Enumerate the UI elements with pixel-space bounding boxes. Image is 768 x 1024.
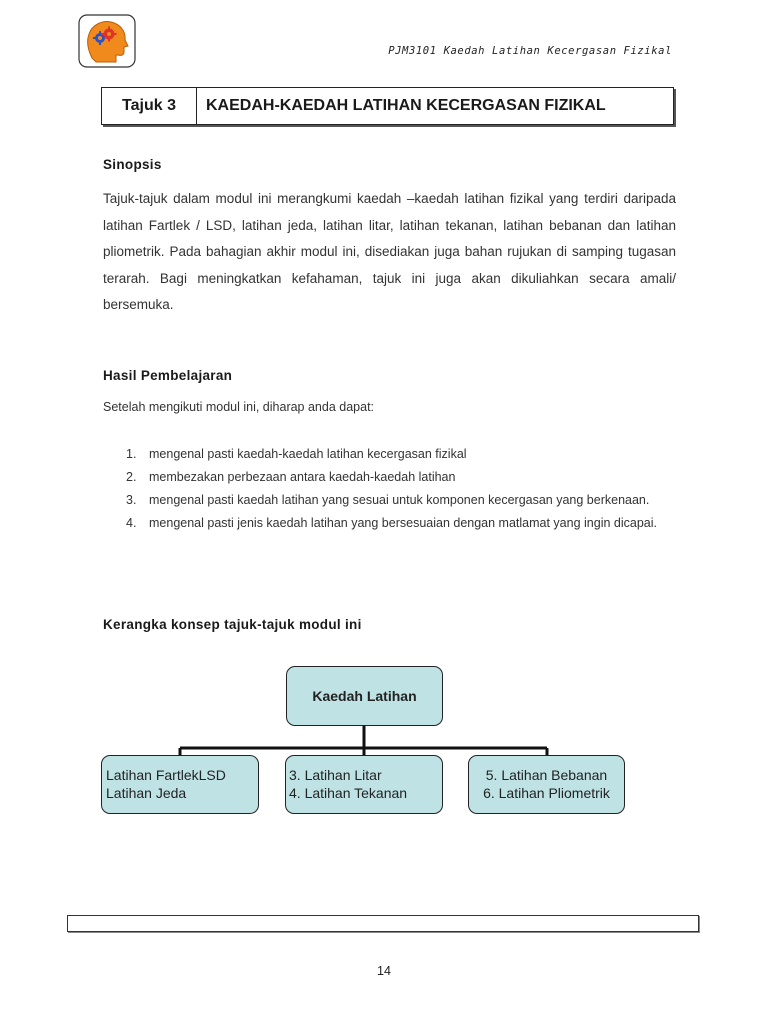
course-header: PJM3101 Kaedah Latihan Kecergasan Fizikal	[388, 45, 672, 57]
node-line: 5. Latihan Bebanan	[485, 767, 608, 783]
node-line: 6. Latihan Pliometrik	[483, 785, 610, 801]
list-item	[126, 489, 666, 512]
logo	[78, 14, 136, 68]
topic-name: KAEDAH-KAEDAH LATIHAN KECERGASAN FIZIKAL	[206, 97, 606, 114]
framework-node-3	[468, 755, 625, 814]
list-item-text: membezakan perbezaan antara kaedah-kaedah latihan	[149, 470, 456, 484]
synopsis-body: Tajuk-tajuk dalam modul ini merangkumi kaedah –kaedah latihan fizikal yang terdiri daripada latihan Fartlek / LSD, latihan jeda, latihan litar, latihan tekanan, latihan bebanan dan latihan pliometrik. Pada bahagian akhir modul ini, disediakan juga bahan rujukan di samping tugasan terarah. Bagi meningkatkan kefahaman, tajuk ini juga akan dikuliahkan secara amali/ bersemuka.	[103, 191, 676, 312]
framework-node-1	[101, 755, 259, 814]
synopsis-heading: Sinopsis	[103, 157, 162, 172]
list-item-text: mengenal pasti kaedah-kaedah latihan kecergasan fizikal	[149, 447, 467, 461]
framework-heading: Kerangka konsep tajuk-tajuk modul ini	[103, 617, 362, 632]
footer-rule-box	[67, 915, 699, 932]
outcomes-heading: Hasil Pembelajaran	[103, 368, 233, 383]
head-with-gears-icon	[78, 14, 136, 68]
page-number: 14	[377, 964, 391, 978]
list-item-number: 3.	[126, 493, 137, 507]
list-item-text: mengenal pasti jenis kaedah latihan yang bersesuaian dengan matlamat yang ingin dicapai.	[149, 516, 657, 530]
outcomes-list	[126, 443, 666, 535]
list-item	[126, 512, 666, 535]
outcomes-intro: Setelah mengikuti modul ini, diharap anda dapat:	[103, 400, 375, 414]
node-line: Latihan FartlekLSD	[106, 767, 226, 783]
node-line: 4. Latihan Tekanan	[289, 785, 408, 801]
list-item-number: 2.	[126, 470, 137, 484]
topic-label: Tajuk 3	[102, 88, 197, 124]
list-item-text: mengenal pasti kaedah latihan yang sesuai untuk komponen kecergasan yang berkenaan.	[149, 493, 650, 507]
topic-title-box	[101, 87, 674, 125]
node-line: 3. Latihan Litar	[289, 767, 382, 783]
framework-root-node: Kaedah Latihan	[286, 666, 443, 726]
list-item	[126, 466, 666, 489]
node-line: Latihan Jeda	[106, 785, 187, 801]
list-item	[126, 443, 666, 466]
list-item-number: 4.	[126, 516, 137, 530]
framework-node-2	[285, 755, 443, 814]
list-item-number: 1.	[126, 447, 137, 461]
